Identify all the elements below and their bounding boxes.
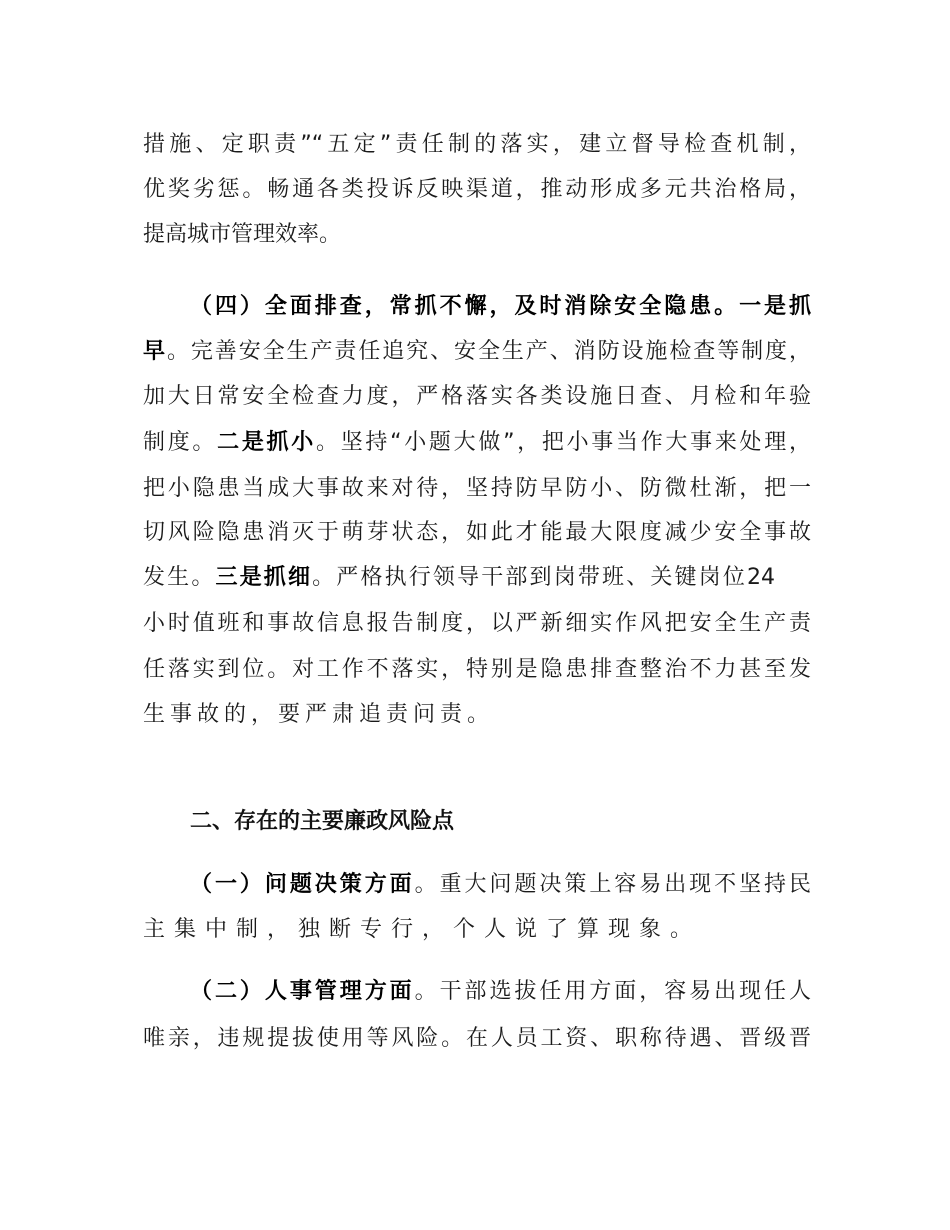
line-text: 发生。: [143, 565, 216, 590]
text-line: [143, 130, 811, 160]
line-text: 任落实到位。对工作不落实，特别是隐患排查整治不力甚至发: [143, 657, 811, 682]
line-text: 优奖劣惩。畅通各类投诉反映渠道，推动形成多元共治格局，: [143, 177, 811, 202]
text-line: [143, 655, 811, 685]
text-line: [143, 700, 811, 730]
bold-text: 二是抓小: [217, 430, 316, 455]
line-text: 。坚持“小题大做”，把小事当作大事来处理，: [315, 430, 811, 455]
line-text: 主集中制，独断专行，个人说了算现象。: [143, 917, 702, 942]
text-line: [143, 175, 811, 205]
bold-text: （一）问题决策方面: [190, 872, 415, 897]
line-text: 生事故的，要严肃追责问责。: [143, 702, 495, 727]
bold-text: 三是抓细: [215, 565, 313, 590]
text-line: [143, 518, 811, 548]
line-text: 。完善安全生产责任追究、安全生产、消防设施检查等制度，: [166, 339, 811, 364]
text-line: [143, 563, 775, 593]
text-line: [143, 609, 811, 639]
text-line: [143, 1024, 811, 1054]
line-text: 唯亲，违规提拔使用等风险。在人员工资、职称待遇、晋级晋: [143, 1026, 811, 1051]
bold-text: （四）全面排查，常抓不懈，及时消除安全隐患。一是抓: [190, 294, 811, 319]
text-line: [143, 915, 811, 945]
text-line: [190, 977, 811, 1007]
text-line: [143, 337, 811, 367]
bold-text: 早: [143, 339, 167, 364]
line-text: 把小隐患当成大事故来对待，坚持防早防小、防微杜渐，把一: [143, 476, 811, 501]
bold-text: （二）人事管理方面: [190, 979, 415, 1004]
text-line: [143, 474, 811, 504]
line-text: 。严格执行领导干部到岗带班、关键岗位24: [312, 565, 775, 590]
line-text: 制度。: [143, 430, 218, 455]
text-line: [143, 382, 811, 412]
line-text: 措施、定职责”“五定”责任制的落实，建立督导检查机制，: [143, 132, 811, 157]
text-line: [190, 870, 811, 900]
section-heading-four: [190, 292, 811, 322]
line-text: 切风险隐患消灭于萌芽状态，如此才能最大限度减少安全事故: [143, 520, 811, 545]
section-heading-two: [190, 807, 811, 837]
text-line: [143, 220, 811, 250]
line-text: 提高城市管理效率。: [143, 222, 342, 247]
line-text: 。干部选拔任用方面，容易出现任人: [414, 979, 811, 1004]
line-text: 加大日常安全检查力度，严格落实各类设施日查、月检和年验: [143, 384, 811, 409]
text-line: [143, 428, 811, 458]
line-text: 小时值班和事故信息报告制度，以严新细实作风把安全生产责: [143, 611, 811, 636]
line-text: 。重大问题决策上容易出现不坚持民: [414, 872, 811, 897]
heading-text: 二、存在的主要廉政风险点: [190, 809, 455, 834]
